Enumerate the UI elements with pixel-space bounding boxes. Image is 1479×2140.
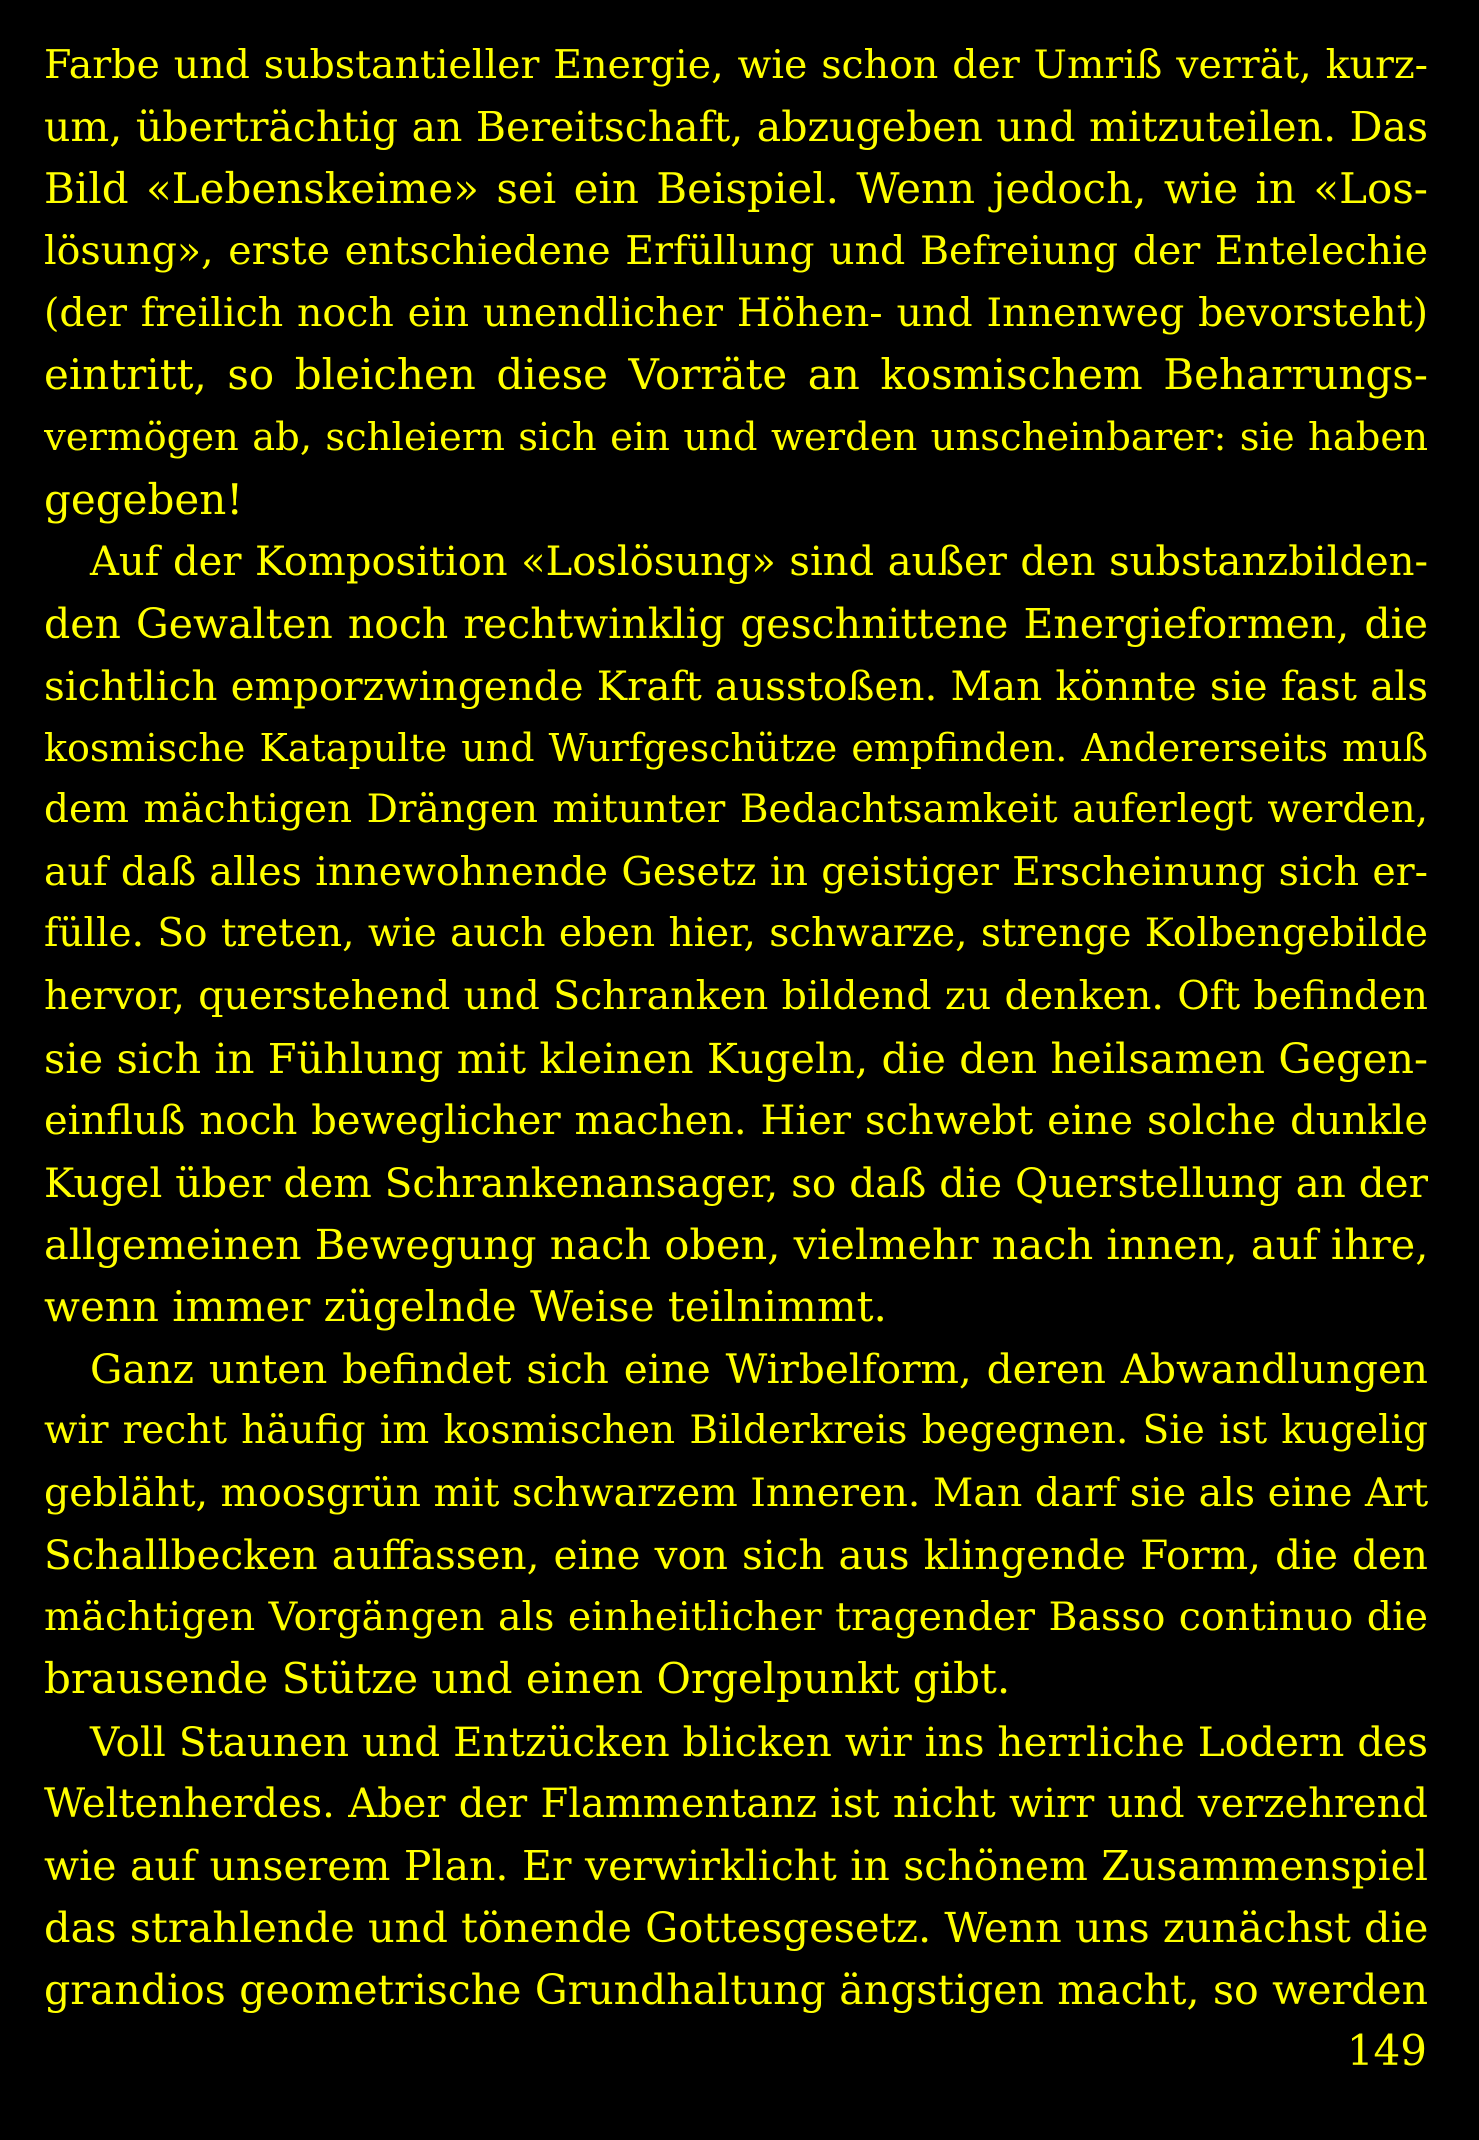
text-line: sichtlich emporzwingende Kraft ausstoßen. Man könnte sie fast als xyxy=(44,661,1428,710)
text-line: auf daß alles innewohnende Gesetz in geistiger Erscheinung sich er- xyxy=(44,849,1428,896)
text-line: brausende Stütze und einen Orgelpunkt gibt. xyxy=(44,1654,1011,1704)
text-line: gebläht, moosgrün mit schwarzem Inneren. Man darf sie als eine Art xyxy=(44,1470,1428,1517)
text-line: um, überträchtig an Bereitschaft, abzugeben und mitzuteilen. Das xyxy=(44,103,1428,152)
text-line: mächtigen Vorgängen als einheitlicher tragender Basso continuo die xyxy=(44,1594,1428,1641)
text-line: einfluß noch beweglicher machen. Hier schwebt eine solche dunkle xyxy=(44,1097,1428,1144)
text-line: wie auf unserem Plan. Er verwirklicht in schönem Zusammenspiel xyxy=(44,1841,1428,1890)
text-line: Bild «Lebenskeime» sei ein Beispiel. Wenn jedoch, wie in «Los- xyxy=(44,164,1428,214)
text-line: Kugel über dem Schrankenansager, so daß die Querstellung an der xyxy=(44,1158,1428,1207)
text-line: Weltenherdes. Aber der Flammentanz ist nicht wirr und verzehrend xyxy=(44,1780,1428,1827)
text-line: (der freilich noch ein unendlicher Höhen- und Innenweg bevorsteht) xyxy=(44,290,1428,337)
text-line: Auf der Komposition «Loslösung» sind außer den substanzbilden- xyxy=(90,538,1428,585)
text-line: wenn immer zügelnde Weise teilnimmt. xyxy=(44,1281,887,1331)
text-line: kosmische Katapulte und Wurfgeschütze empfinden. Andererseits muß xyxy=(44,726,1428,771)
text-line: fülle. So treten, wie auch eben hier, schwarze, strenge Kolbengebilde xyxy=(44,911,1428,957)
text-line: vermögen ab, schleiern sich ein und werden unscheinbarer: sie haben xyxy=(44,414,1428,460)
page-number: 149 xyxy=(1346,2026,1427,2075)
text-line: eintritt, so bleichen diese Vorräte an kosmischem Beharrungs- xyxy=(44,350,1428,400)
text-line: Farbe und substantieller Energie, wie schon der Umriß verrät, kurz- xyxy=(44,42,1428,88)
text-line: grandios geometrische Grundhaltung ängstigen macht, so werden xyxy=(44,1965,1428,2014)
text-line: allgemeinen Bewegung nach oben, vielmehr nach innen, auf ihre, xyxy=(44,1219,1428,1269)
text-line: dem mächtigen Drängen mitunter Bedachtsamkeit auferlegt werden, xyxy=(44,787,1428,833)
text-line: Ganz unten befindet sich eine Wirbelform, deren Abwandlungen xyxy=(90,1344,1428,1393)
text-line: Schallbecken auffassen, eine von sich aus klingende Form, die den xyxy=(44,1531,1428,1580)
text-line: gegeben! xyxy=(44,474,244,524)
text-line: das strahlende und tönende Gottesgesetz. Wenn uns zunächst die xyxy=(44,1902,1428,1952)
body-text xyxy=(44,34,1428,2021)
text-line: wir recht häufig im kosmischen Bilderkreis begegnen. Sie ist kugelig xyxy=(44,1408,1428,1454)
text-line: Voll Staunen und Entzücken blicken wir ins herrliche Lodern des xyxy=(90,1717,1428,1766)
text-line: den Gewalten noch rechtwinklig geschnittene Energieformen, die xyxy=(44,599,1428,648)
text-line: lösung», erste entschiedene Erfüllung und Befreiung der Entelechie xyxy=(44,228,1428,275)
text-line: hervor, querstehend und Schranken bildend zu denken. Oft befinden xyxy=(44,973,1428,1020)
text-line: sie sich in Fühlung mit kleinen Kugeln, die den heilsamen Gegen- xyxy=(44,1033,1428,1083)
